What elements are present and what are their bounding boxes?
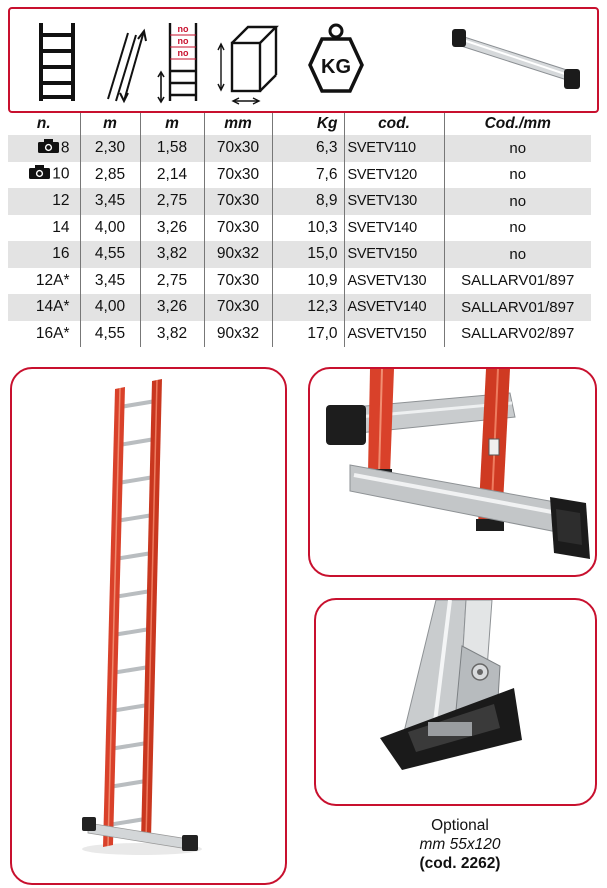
cell-length: 3,45: [80, 188, 140, 215]
table-row: [8, 215, 591, 242]
cell-height: 1,58: [140, 135, 204, 162]
header-length: m: [80, 113, 140, 135]
ladder-length-icon: [108, 31, 146, 101]
weight-label: KG: [321, 56, 351, 78]
cell-steps: 12A*: [35, 271, 70, 289]
cell-weight: 15,0: [272, 241, 344, 268]
cell-optional: no: [444, 135, 591, 162]
icon-strip: [8, 7, 599, 113]
height-label-3: no: [177, 48, 189, 58]
height-label-1: no: [177, 24, 189, 34]
ladder-illustration: [12, 369, 285, 883]
cell-length: 3,45: [80, 268, 140, 295]
cell-code: SVETV150: [344, 241, 444, 268]
header-optional: Cod./mm: [444, 113, 591, 135]
cell-profile: 70x30: [204, 294, 272, 321]
cell-profile: 70x30: [204, 188, 272, 215]
cell-profile: 70x30: [204, 135, 272, 162]
cell-length: 4,00: [80, 294, 140, 321]
stabilizer-detail-illustration: [310, 369, 595, 575]
table-header-row: [8, 113, 591, 135]
cell-optional: no: [444, 241, 591, 268]
cell-weight: 17,0: [272, 321, 344, 348]
optional-foot-caption: [380, 816, 540, 873]
stabilizer-detail-panel: [308, 367, 597, 577]
cell-weight: 10,3: [272, 215, 344, 242]
cell-length: 2,85: [80, 162, 140, 189]
working-height-icon: [158, 23, 196, 102]
cell-steps: 16: [8, 241, 80, 268]
cell-height: 3,82: [140, 241, 204, 268]
header-weight: Kg: [272, 113, 344, 135]
ladder-photo-panel: [10, 367, 287, 885]
cell-optional: no: [444, 215, 591, 242]
cell-code: ASVETV140: [344, 294, 444, 321]
header-steps: n.: [36, 115, 51, 132]
cell-code: SVETV130: [344, 188, 444, 215]
cell-weight: 10,9: [272, 268, 344, 295]
table-row: [8, 241, 591, 268]
cell-optional: SALLARV01/897: [444, 294, 591, 321]
cell-profile: 70x30: [204, 268, 272, 295]
cell-profile: 70x30: [204, 215, 272, 242]
camera-icon: [29, 165, 50, 184]
caption-line-code: (cod. 2262): [419, 855, 501, 872]
header-code: cod.: [344, 113, 444, 135]
cell-weight: 8,9: [272, 188, 344, 215]
cell-optional: no: [444, 162, 591, 189]
header-profile: mm: [204, 113, 272, 135]
spec-table: [8, 113, 591, 347]
cell-steps: 10: [52, 165, 70, 183]
stabilizer-bar-icon: [452, 29, 580, 89]
cell-steps: 8: [60, 139, 70, 157]
caption-line-size: mm 55x120: [419, 836, 501, 853]
cell-profile: 70x30: [204, 162, 272, 189]
cell-code: ASVETV130: [344, 268, 444, 295]
cell-height: 3,26: [140, 294, 204, 321]
caption-line-optional: Optional: [431, 817, 489, 834]
cell-steps: 14A*: [8, 294, 80, 321]
cell-code: SVETV140: [344, 215, 444, 242]
weight-kg-icon: [310, 25, 362, 91]
cell-optional: no: [444, 188, 591, 215]
camera-icon: [38, 139, 59, 158]
profile-section-icon: [218, 27, 276, 104]
cell-code: SVETV110: [344, 135, 444, 162]
cell-steps: 12: [8, 188, 80, 215]
cell-length: 4,55: [80, 241, 140, 268]
table-row: [8, 294, 591, 321]
table-row: [8, 162, 591, 189]
cell-weight: 12,3: [272, 294, 344, 321]
height-label-2: no: [177, 36, 189, 46]
cell-weight: 6,3: [272, 135, 344, 162]
base-foot-detail-panel: [314, 598, 597, 806]
cell-height: 3,82: [140, 321, 204, 348]
cell-length: 2,30: [80, 135, 140, 162]
base-foot-illustration: [316, 600, 595, 804]
table-row: [8, 268, 591, 295]
cell-profile: 90x32: [204, 321, 272, 348]
cell-height: 2,75: [140, 268, 204, 295]
cell-length: 4,00: [80, 215, 140, 242]
table-row: [8, 135, 591, 162]
cell-optional: SALLARV01/897: [444, 268, 591, 295]
cell-optional: SALLARV02/897: [444, 321, 591, 348]
cell-code: ASVETV150: [344, 321, 444, 348]
cell-height: 3,26: [140, 215, 204, 242]
cell-steps: 16A*: [35, 324, 70, 342]
ladder-rungs-icon: [41, 23, 73, 101]
cell-weight: 7,6: [272, 162, 344, 189]
cell-profile: 90x32: [204, 241, 272, 268]
cell-height: 2,75: [140, 188, 204, 215]
table-row: [8, 188, 591, 215]
header-height: m: [140, 113, 204, 135]
cell-length: 4,55: [80, 321, 140, 348]
cell-code: SVETV120: [344, 162, 444, 189]
cell-height: 2,14: [140, 162, 204, 189]
table-row: [8, 321, 591, 348]
cell-steps: 14: [52, 218, 70, 236]
